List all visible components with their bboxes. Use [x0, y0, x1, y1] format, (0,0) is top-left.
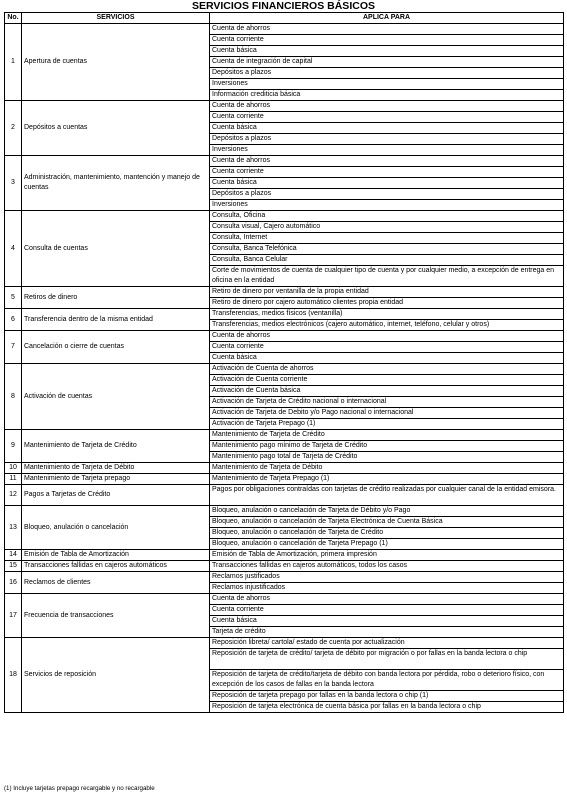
- service-name: Mantenimiento de Tarjeta prepago: [22, 474, 210, 485]
- applies-to-text: Reposición de tarjeta de crédito/tarjeta de débito con banda lectora por pérdida, robo o deterioro físico, con excepción de los casos de fallas en la banda lectora: [212, 671, 545, 688]
- applies-to-item: Cuenta corriente: [210, 342, 564, 353]
- table-row: [5, 594, 564, 605]
- services-table: [4, 12, 564, 713]
- applies-to-item: Consulta visual, Cajero automático: [210, 222, 564, 233]
- applies-to-item: Consulta, Internet: [210, 233, 564, 244]
- applies-to-item: Cuenta de ahorros: [210, 594, 564, 605]
- applies-to-item: Cuenta corriente: [210, 167, 564, 178]
- table-body: [5, 24, 564, 713]
- applies-to-item: Reclamos injustificados: [210, 583, 564, 594]
- applies-to-item: Cuenta corriente: [210, 35, 564, 46]
- applies-to-item: Inversiones: [210, 145, 564, 156]
- service-number: 4: [5, 211, 22, 287]
- applies-to-text: Reposición de tarjeta de crédito/ tarjeta de débito por migración o por fallas en la banda lectora o chip: [212, 650, 528, 657]
- applies-to-item: Activación de Tarjeta de Debito y/o Pago nacional o internacional: [210, 408, 564, 419]
- applies-to-item: Bloqueo, anulación o cancelación de Tarjeta de Débito y/o Pago: [210, 506, 564, 517]
- service-number: 10: [5, 463, 22, 474]
- applies-to-item: Retiro de dinero por cajero automático clientes propia entidad: [210, 298, 564, 309]
- applies-to-text: Corte de movimientos de cuenta de cualquier tipo de cuenta y por cualquier medio, a excepción de entrega en oficina en la entidad: [212, 267, 555, 284]
- table-row: [5, 474, 564, 485]
- table-header-row: [5, 13, 564, 24]
- applies-to-item: Transferencias, medios electrónicos (cajero automático, internet, teléfono, celular y otros): [210, 320, 564, 331]
- applies-to-item: Inversiones: [210, 200, 564, 211]
- applies-to-item: Activación de Cuenta corriente: [210, 375, 564, 386]
- applies-to-item: [210, 670, 564, 691]
- applies-to-item: Transacciones fallidas en cajeros automáticos, todos los casos: [210, 561, 564, 572]
- service-number: 8: [5, 364, 22, 430]
- service-name: Mantenimiento de Tarjeta de Débito: [22, 463, 210, 474]
- applies-to-item: [210, 649, 564, 670]
- service-name: Frecuencia de transacciones: [22, 594, 210, 638]
- service-number: 11: [5, 474, 22, 485]
- table-row: [5, 572, 564, 583]
- service-name: Pagos a Tarjetas de Crédito: [22, 485, 210, 506]
- applies-to-item: Depósitos a plazos: [210, 68, 564, 79]
- header-aplica-para: APLICA PARA: [210, 13, 564, 24]
- header-servicios: SERVICIOS: [22, 13, 210, 24]
- service-name: Mantenimiento de Tarjeta de Crédito: [22, 430, 210, 463]
- applies-to-item: Bloqueo, anulación o cancelación de Tarjeta Electrónica de Cuenta Básica: [210, 517, 564, 528]
- table-row: [5, 561, 564, 572]
- applies-to-item: Reposición libreta/ cartola/ estado de cuenta por actualización: [210, 638, 564, 649]
- service-number: 6: [5, 309, 22, 331]
- service-name: Activación de cuentas: [22, 364, 210, 430]
- applies-to-item: Retiro de dinero por ventanilla de la propia entidad: [210, 287, 564, 298]
- applies-to-item: Información crediticia básica: [210, 90, 564, 101]
- table-row: [5, 24, 564, 35]
- applies-to-item: Consulta, Banca Telefónica: [210, 244, 564, 255]
- table-row: [5, 485, 564, 506]
- service-name: Transferencia dentro de la misma entidad: [22, 309, 210, 331]
- service-number: 13: [5, 506, 22, 550]
- applies-to-item: Transferencias, medios físicos (ventanilla): [210, 309, 564, 320]
- applies-to-item: Cuenta básica: [210, 353, 564, 364]
- applies-to-item: Mantenimiento de Tarjeta Prepago (1): [210, 474, 564, 485]
- service-number: 18: [5, 638, 22, 713]
- applies-to-item: Cuenta de integración de capital: [210, 57, 564, 68]
- header-no: No.: [5, 13, 22, 24]
- applies-to-item: Cuenta de ahorros: [210, 156, 564, 167]
- service-number: 17: [5, 594, 22, 638]
- service-number: 9: [5, 430, 22, 463]
- applies-to-item: Cuenta corriente: [210, 112, 564, 123]
- applies-to-item: Cuenta de ahorros: [210, 331, 564, 342]
- applies-to-item: Depósitos a plazos: [210, 189, 564, 200]
- applies-to-item: Activación de Tarjeta Prepago (1): [210, 419, 564, 430]
- applies-to-item: Mantenimiento de Tarjeta de Crédito: [210, 430, 564, 441]
- applies-to-text: Pagos por obligaciones contraídas con tarjetas de crédito realizadas por cualquier canal de la entidad emisora.: [212, 486, 556, 493]
- service-number: 2: [5, 101, 22, 156]
- service-name: Apertura de cuentas: [22, 24, 210, 101]
- applies-to-item: Cuenta básica: [210, 178, 564, 189]
- service-number: 14: [5, 550, 22, 561]
- service-number: 7: [5, 331, 22, 364]
- applies-to-item: Cuenta básica: [210, 123, 564, 134]
- service-name: Cancelación o cierre de cuentas: [22, 331, 210, 364]
- service-name: Emisión de Tabla de Amortización: [22, 550, 210, 561]
- table-row: [5, 463, 564, 474]
- table-row: [5, 638, 564, 649]
- applies-to-item: Emisión de Tabla de Amortización, primera impresión: [210, 550, 564, 561]
- applies-to-item: Reclamos justificados: [210, 572, 564, 583]
- applies-to-item: Inversiones: [210, 79, 564, 90]
- applies-to-item: Cuenta de ahorros: [210, 24, 564, 35]
- table-row: [5, 287, 564, 298]
- service-name: Reclamos de clientes: [22, 572, 210, 594]
- service-name: Administración, mantenimiento, mantención y manejo de cuentas: [22, 156, 210, 211]
- table-row: [5, 506, 564, 517]
- table-row: [5, 309, 564, 320]
- service-number: 16: [5, 572, 22, 594]
- applies-to-item: Activación de Tarjeta de Crédito nacional o internacional: [210, 397, 564, 408]
- applies-to-item: Cuenta de ahorros: [210, 101, 564, 112]
- applies-to-item: Cuenta básica: [210, 46, 564, 57]
- table-row: [5, 550, 564, 561]
- service-number: 3: [5, 156, 22, 211]
- applies-to-item: Consulta, Oficina: [210, 211, 564, 222]
- service-name: Transacciones fallidas en cajeros automáticos: [22, 561, 210, 572]
- table-row: [5, 331, 564, 342]
- service-name: Depósitos a cuentas: [22, 101, 210, 156]
- applies-to-item: Cuenta corriente: [210, 605, 564, 616]
- service-name: Bloqueo, anulación o cancelación: [22, 506, 210, 550]
- applies-to-item: Bloqueo, anulación o cancelación de Tarjeta Prepago (1): [210, 539, 564, 550]
- applies-to-item: Mantenimiento pago total de Tarjeta de Crédito: [210, 452, 564, 463]
- applies-to-item: Cuenta básica: [210, 616, 564, 627]
- table-row: [5, 430, 564, 441]
- applies-to-item: Bloqueo, anulación o cancelación de Tarjeta de Crédito: [210, 528, 564, 539]
- applies-to-item: Depósitos a plazos: [210, 134, 564, 145]
- applies-to-item: Activación de Cuenta básica: [210, 386, 564, 397]
- applies-to-item: Consulta, Banca Celular: [210, 255, 564, 266]
- document-title: SERVICIOS FINANCIEROS BÁSICOS: [191, 0, 375, 12]
- service-number: 12: [5, 485, 22, 506]
- applies-to-item: [210, 485, 564, 506]
- applies-to-item: Mantenimiento pago mínimo de Tarjeta de Crédito: [210, 441, 564, 452]
- table-row: [5, 364, 564, 375]
- table-row: [5, 101, 564, 112]
- service-number: 15: [5, 561, 22, 572]
- service-number: 5: [5, 287, 22, 309]
- applies-to-item: Reposición de tarjeta electrónica de cuenta básica por fallas en la banda lectora o chip: [210, 702, 564, 713]
- service-name: Retiros de dinero: [22, 287, 210, 309]
- applies-to-item: Mantenimiento de Tarjeta de Débito: [210, 463, 564, 474]
- table-row: [5, 156, 564, 167]
- service-number: 1: [5, 24, 22, 101]
- service-name: Consulta de cuentas: [22, 211, 210, 287]
- service-name: Servicios de reposición: [22, 638, 210, 713]
- table-row: [5, 211, 564, 222]
- applies-to-item: Activación de Cuenta de ahorros: [210, 364, 564, 375]
- applies-to-item: [210, 266, 564, 287]
- footnote: (1) Incluye tarjetas prepago recargable y no recargable: [4, 785, 155, 792]
- applies-to-item: Reposición de tarjeta prepago por fallas en la banda lectora o chip (1): [210, 691, 564, 702]
- applies-to-item: Tarjeta de crédito: [210, 627, 564, 638]
